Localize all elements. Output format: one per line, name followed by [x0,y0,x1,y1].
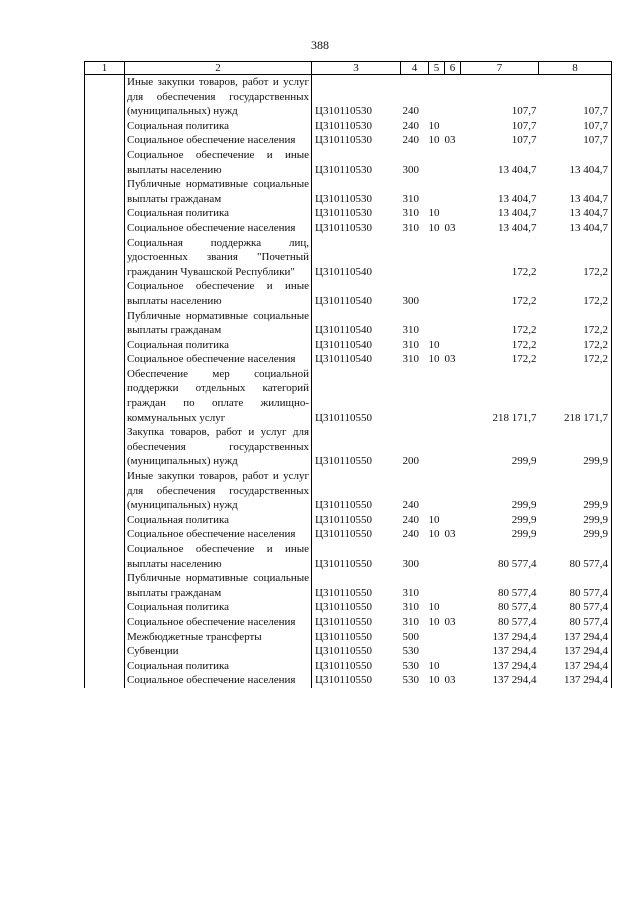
table-row [85,367,612,425]
cell-target-code: Ц310110550 [315,601,373,614]
cell-name [125,425,312,469]
table-row [85,119,612,134]
row-name-text: Обеспечение мер социальной поддержки отдельных категорий граждан по оплате жилищно-коммунальных услуг [127,367,309,424]
cell-expense-type: 240 [402,513,419,526]
cell-amount-2: 80 577,4 [539,600,612,615]
row-name-text: Социальная политика [127,513,230,526]
cell-expense-type: 240 [402,105,419,118]
cell-amount-1: 107,7 [511,105,537,118]
cell-amount-1: 137 294,4 [492,674,537,687]
table-row [85,177,612,206]
cell-number [85,542,125,571]
table-row [85,644,612,659]
cell-name [125,469,312,513]
cell-name [125,659,312,674]
cell-number [85,309,125,338]
cell-number [85,425,125,469]
cell-target-code: Ц310110540 [315,324,373,337]
cell-target-code: Ц310110550 [315,645,373,658]
cell-amount-1: 172,2 [511,294,537,307]
cell-name [125,571,312,600]
row-name-text: Социальное обеспечение и иные выплаты населению [127,543,309,570]
row-name-text: Социальное обеспечение населения [127,615,296,628]
cell-amount-1: 299,9 [511,528,537,541]
cell-subsection [445,236,461,280]
cell-amount-2: 172,2 [539,279,612,308]
cell-expense-type: 240 [402,499,419,512]
table-row [85,630,612,645]
cell-subsection [445,542,461,571]
cell-amount-2: 107,7 [539,119,612,134]
cell-target-code: Ц310110550 [315,630,373,643]
cell-section: 10 [428,134,440,147]
table-row [85,600,612,615]
cell-section [429,75,445,119]
cell-section [429,425,445,469]
cell-amount-1: 80 577,4 [498,615,537,628]
row-name-text: Социальное обеспечение населения [127,528,296,541]
cell-expense-type [401,236,429,280]
row-name-text: Публичные нормативные социальные выплаты гражданам [127,178,309,205]
cell-target-code: Ц310110540 [315,338,373,351]
table-row [85,673,612,688]
cell-expense-type: 310 [402,221,419,234]
cell-name [125,630,312,645]
cell-name [125,279,312,308]
cell-section: 10 [428,513,440,526]
cell-number [85,206,125,221]
cell-subsection [445,469,461,513]
table-row [85,279,612,308]
cell-number [85,513,125,528]
cell-target-code: Ц310110550 [315,499,373,512]
cell-subsection [445,279,461,308]
row-name-text: Социальная политика [127,338,230,351]
cell-name [125,236,312,280]
cell-section: 10 [428,528,440,541]
cell-amount-1: 107,7 [511,134,537,147]
cell-number [85,644,125,659]
cell-amount-2: 137 294,4 [539,673,612,688]
row-name-text: Субвенции [127,645,179,658]
budget-table [84,61,612,688]
cell-target-code: Ц310110550 [315,615,373,628]
cell-number [85,75,125,119]
cell-section [429,367,445,425]
cell-subsection: 03 [444,353,456,366]
row-name-text: Социальное обеспечение населения [127,674,296,687]
cell-number [85,367,125,425]
table-row [85,469,612,513]
cell-expense-type: 310 [402,601,419,614]
cell-target-code: Ц310110550 [315,411,373,424]
row-name-text: Социальная политика [127,119,230,132]
cell-section [429,469,445,513]
cell-subsection [445,206,461,221]
cell-amount-1: 13 404,7 [498,207,537,220]
cell-target-code: Ц310110530 [315,192,373,205]
table-row [85,133,612,148]
cell-name [125,221,312,236]
table-row [85,148,612,177]
cell-name [125,673,312,688]
cell-number [85,279,125,308]
row-name-text: Социальное обеспечение и иные выплаты населению [127,148,309,176]
cell-expense-type: 530 [402,645,419,658]
cell-name [125,527,312,542]
cell-target-code: Ц310110550 [315,557,373,570]
header-row [85,62,612,75]
cell-expense-type: 300 [402,294,419,307]
header-col-1: 1 [85,62,125,75]
cell-expense-type: 200 [402,455,419,468]
row-name-text: Публичные нормативные социальные выплаты гражданам [127,309,309,337]
cell-amount-1: 13 404,7 [498,221,537,234]
cell-subsection [445,309,461,338]
table-row [85,571,612,600]
cell-target-code: Ц310110530 [315,119,373,132]
table-row [85,309,612,338]
cell-amount-1: 137 294,4 [492,645,537,658]
cell-amount-2: 137 294,4 [539,644,612,659]
cell-expense-type: 310 [402,615,419,628]
row-name-text: Социальное обеспечение населения [127,353,296,366]
cell-amount-1: 172,2 [511,265,537,278]
cell-subsection: 03 [444,134,456,147]
cell-subsection [445,75,461,119]
cell-expense-type: 310 [402,207,419,220]
cell-target-code: Ц310110530 [315,134,373,147]
cell-expense-type: 240 [402,134,419,147]
cell-amount-1: 80 577,4 [498,601,537,614]
cell-amount-2: 172,2 [539,309,612,338]
cell-name [125,513,312,528]
cell-amount-2: 172,2 [539,236,612,280]
row-name-text: Социальное обеспечение населения [127,134,296,147]
row-name-text: Межбюджетные трансферты [127,630,262,643]
table-row [85,221,612,236]
cell-section [429,309,445,338]
row-name-text: Публичные нормативные социальные выплаты гражданам [127,572,309,599]
cell-section: 10 [428,338,440,351]
cell-amount-2: 80 577,4 [539,571,612,600]
cell-section [429,630,445,645]
cell-number [85,133,125,148]
cell-name [125,542,312,571]
cell-name [125,309,312,338]
cell-name [125,352,312,367]
cell-subsection [445,367,461,425]
cell-section [429,148,445,177]
cell-expense-type: 310 [402,586,419,599]
cell-amount-1: 299,9 [511,455,537,468]
row-name-text: Закупка товаров, работ и услуг для обеспечения государственных (муниципальных) нужд [127,426,309,468]
cell-target-code: Ц310110530 [315,207,373,220]
cell-amount-1: 13 404,7 [498,163,537,176]
cell-number [85,673,125,688]
table-header [85,62,612,75]
cell-target-code: Ц310110550 [315,674,373,687]
cell-expense-type: 500 [402,630,419,643]
cell-target-code: Ц310110540 [315,353,373,366]
cell-amount-2: 107,7 [539,75,612,119]
cell-section [429,542,445,571]
cell-name [125,119,312,134]
cell-expense-type: 300 [402,557,419,570]
cell-section: 10 [428,353,440,366]
table-row [85,527,612,542]
cell-number [85,352,125,367]
cell-expense-type: 310 [402,324,419,337]
cell-section: 10 [428,221,440,234]
cell-expense-type: 240 [402,119,419,132]
cell-subsection [445,600,461,615]
cell-amount-2: 13 404,7 [539,148,612,177]
cell-name [125,75,312,119]
header-col-5: 5 [429,62,445,75]
row-name-text: Социальная политика [127,207,230,220]
cell-subsection [445,659,461,674]
cell-amount-1: 172,2 [511,353,537,366]
cell-subsection [445,338,461,353]
cell-amount-1: 299,9 [511,513,537,526]
cell-subsection [445,630,461,645]
cell-subsection [445,571,461,600]
cell-subsection: 03 [444,674,456,687]
cell-subsection: 03 [444,528,456,541]
cell-number [85,148,125,177]
cell-target-code: Ц310110530 [315,163,373,176]
cell-name [125,206,312,221]
cell-number [85,659,125,674]
cell-target-code: Ц310110530 [315,105,373,118]
header-col-3: 3 [312,62,401,75]
cell-subsection [445,644,461,659]
cell-name [125,615,312,630]
cell-amount-2: 107,7 [539,133,612,148]
cell-number [85,600,125,615]
cell-amount-2: 13 404,7 [539,206,612,221]
table-row [85,75,612,119]
table-row [85,659,612,674]
table-row [85,425,612,469]
cell-target-code: Ц310110550 [315,528,373,541]
page-number: 388 [311,38,329,52]
cell-expense-type: 530 [402,674,419,687]
cell-amount-2: 299,9 [539,513,612,528]
row-name-text: Социальная поддержка лиц, удостоенных звания "Почетный гражданин Чувашской Республики" [127,236,309,278]
cell-expense-type: 300 [402,163,419,176]
cell-number [85,527,125,542]
header-col-2: 2 [125,62,312,75]
cell-subsection: 03 [444,615,456,628]
row-name-text: Социальная политика [127,659,230,672]
table-row [85,236,612,280]
cell-target-code: Ц310110550 [315,659,373,672]
cell-number [85,177,125,206]
cell-target-code: Ц310110550 [315,513,373,526]
cell-amount-2: 218 171,7 [539,367,612,425]
table-row [85,513,612,528]
cell-name [125,177,312,206]
cell-amount-2: 13 404,7 [539,177,612,206]
cell-amount-2: 172,2 [539,352,612,367]
cell-amount-1: 137 294,4 [492,659,537,672]
cell-amount-2: 80 577,4 [539,615,612,630]
row-name-text: Иные закупки товаров, работ и услуг для обеспечения государственных (муниципальных) нужд [127,76,309,118]
cell-expense-type [401,367,429,425]
header-col-8: 8 [539,62,612,75]
cell-number [85,236,125,280]
row-name-text: Иные закупки товаров, работ и услуг для обеспечения государственных (муниципальных) нужд [127,470,309,512]
table-body [85,75,612,688]
cell-expense-type: 530 [402,659,419,672]
cell-amount-1: 137 294,4 [492,630,537,643]
cell-amount-2: 299,9 [539,469,612,513]
cell-expense-type: 240 [402,528,419,541]
cell-section [429,571,445,600]
cell-subsection [445,119,461,134]
cell-section: 10 [428,615,440,628]
table-row [85,338,612,353]
cell-amount-1: 13 404,7 [498,192,537,205]
cell-section [429,177,445,206]
header-col-7: 7 [461,62,539,75]
cell-expense-type: 310 [402,192,419,205]
cell-name [125,133,312,148]
cell-target-code: Ц310110550 [315,586,373,599]
cell-amount-1: 218 171,7 [492,411,537,424]
cell-amount-2: 137 294,4 [539,659,612,674]
cell-amount-1: 80 577,4 [498,586,537,599]
table-row [85,542,612,571]
cell-subsection [445,513,461,528]
cell-section: 10 [428,119,440,132]
cell-amount-2: 172,2 [539,338,612,353]
cell-amount-2: 80 577,4 [539,542,612,571]
cell-number [85,119,125,134]
cell-expense-type: 310 [402,338,419,351]
cell-target-code: Ц310110530 [315,221,373,234]
cell-number [85,630,125,645]
table-row [85,615,612,630]
cell-amount-1: 172,2 [511,338,537,351]
cell-number [85,338,125,353]
cell-amount-2: 13 404,7 [539,221,612,236]
row-name-text: Социальное обеспечение населения [127,221,296,234]
cell-amount-2: 299,9 [539,527,612,542]
cell-section [429,279,445,308]
row-name-text: Социальное обеспечение и иные выплаты населению [127,280,309,307]
cell-section [429,236,445,280]
cell-subsection [445,148,461,177]
cell-subsection [445,425,461,469]
table-row [85,206,612,221]
cell-amount-1: 299,9 [511,499,537,512]
cell-name [125,644,312,659]
cell-section [429,644,445,659]
header-col-6: 6 [445,62,461,75]
cell-number [85,615,125,630]
cell-section: 10 [428,674,440,687]
cell-number [85,571,125,600]
cell-amount-1: 107,7 [511,119,537,132]
cell-section: 10 [428,601,440,614]
cell-target-code: Ц310110540 [315,265,373,278]
cell-target-code: Ц310110540 [315,294,373,307]
cell-amount-1: 80 577,4 [498,557,537,570]
cell-amount-2: 299,9 [539,425,612,469]
cell-name [125,338,312,353]
header-col-4: 4 [401,62,429,75]
cell-number [85,469,125,513]
cell-target-code: Ц310110550 [315,455,373,468]
table-row [85,352,612,367]
cell-name [125,600,312,615]
cell-subsection [445,177,461,206]
cell-name [125,367,312,425]
cell-amount-2: 137 294,4 [539,630,612,645]
cell-subsection: 03 [444,221,456,234]
row-name-text: Социальная политика [127,601,230,614]
cell-number [85,221,125,236]
cell-expense-type: 310 [402,353,419,366]
cell-section: 10 [428,207,440,220]
cell-amount-1: 172,2 [511,324,537,337]
cell-name [125,148,312,177]
cell-section: 10 [428,659,440,672]
